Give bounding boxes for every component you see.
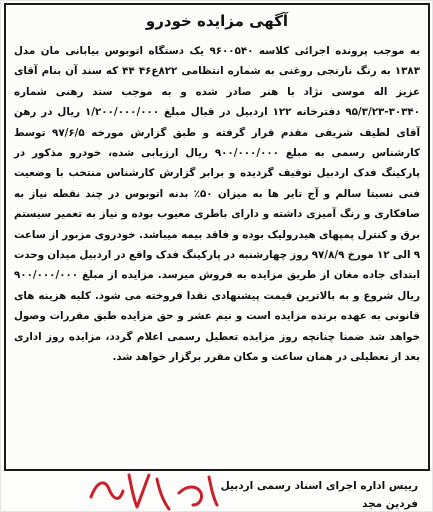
notice-body: به موجب پرونده اجرائی کلاسه ۹۶۰۰۵۴۰ یک دستگاه اتوبوس بیابانی مان مدل ۱۳۸۳ به رنگ نارنجی روغنی به شماره انتظامی ۸۲۲ع۴۶ ۴۴ که سند آن بنام آقای عزیز اله موسی نژاد با هنر صادر شده و به موجب سند رهنی شماره ۳۰۳۴۰-۹۵/۳/۲۳ دفترخانه ۱۲۲ اردبیل در قبال مبلغ ۱/۲۰۰/۰۰۰/۰۰۰ ریال در رهن آقای لطیف شریفی مقدم قرار گرفته و طبق گزارش مورخه ۹۷/۶/۵ توسط کارشناس رسمی به مبلغ ۹۰۰/۰۰۰/۰۰۰ ریال ارزیابی شده، خودرو مذکور در پارکینگ فدک اردبیل توقیف گردیده و برابر گزارش کارشناس منتخب با وضعیت فنی نسبتا سالم و آج تایر ها به میزان ۵۰٪ بدنه اتوبوس در چند نقطه نیاز به صافکاری و رنگ آمیزی داشته و دارای باطری معیوب بوده و نیاز به تعمیر سیستم برق و کنترل پمپهای هیدرولیک بوده و فاقد بیمه میباشد. خودروی مزبور از ساعت ۹ الی ۱۲ مورخ ۹۷/۸/۹ روز چهارشنبه در پارکینگ فدک واقع در اردبیل میدان وحدت ابتدای جاده مغان از طریق مزایده به فروش میرسد. مزایده از مبلغ ۹۰۰/۰۰۰/۰۰۰ ریال شروع و به بالاترین قیمت پیشنهادی نقدا فروخته می شود. کلیه هزینه های قانونی به عهده برنده مزایده است و نیم عشر و حق مزایده طبق مقررات وصول خواهد شد ضمنا چنانچه روز مزایده تعطیل رسمی اعلام گردد، مزایده روز اداری بعد از تعطیلی در همان ساعت و مکان مقرر برگزار خواهد شد.	[14, 45, 421, 364]
signature-block	[221, 477, 418, 512]
signature-name: فردین مجد	[362, 498, 418, 510]
notice-title: آگهی مزایده خودرو	[145, 12, 289, 30]
notice-frame	[4, 3, 430, 471]
red-pen-scribble	[83, 467, 233, 512]
signature-office: رییس اداره اجرای اسناد رسمی اردبیل	[220, 480, 418, 492]
